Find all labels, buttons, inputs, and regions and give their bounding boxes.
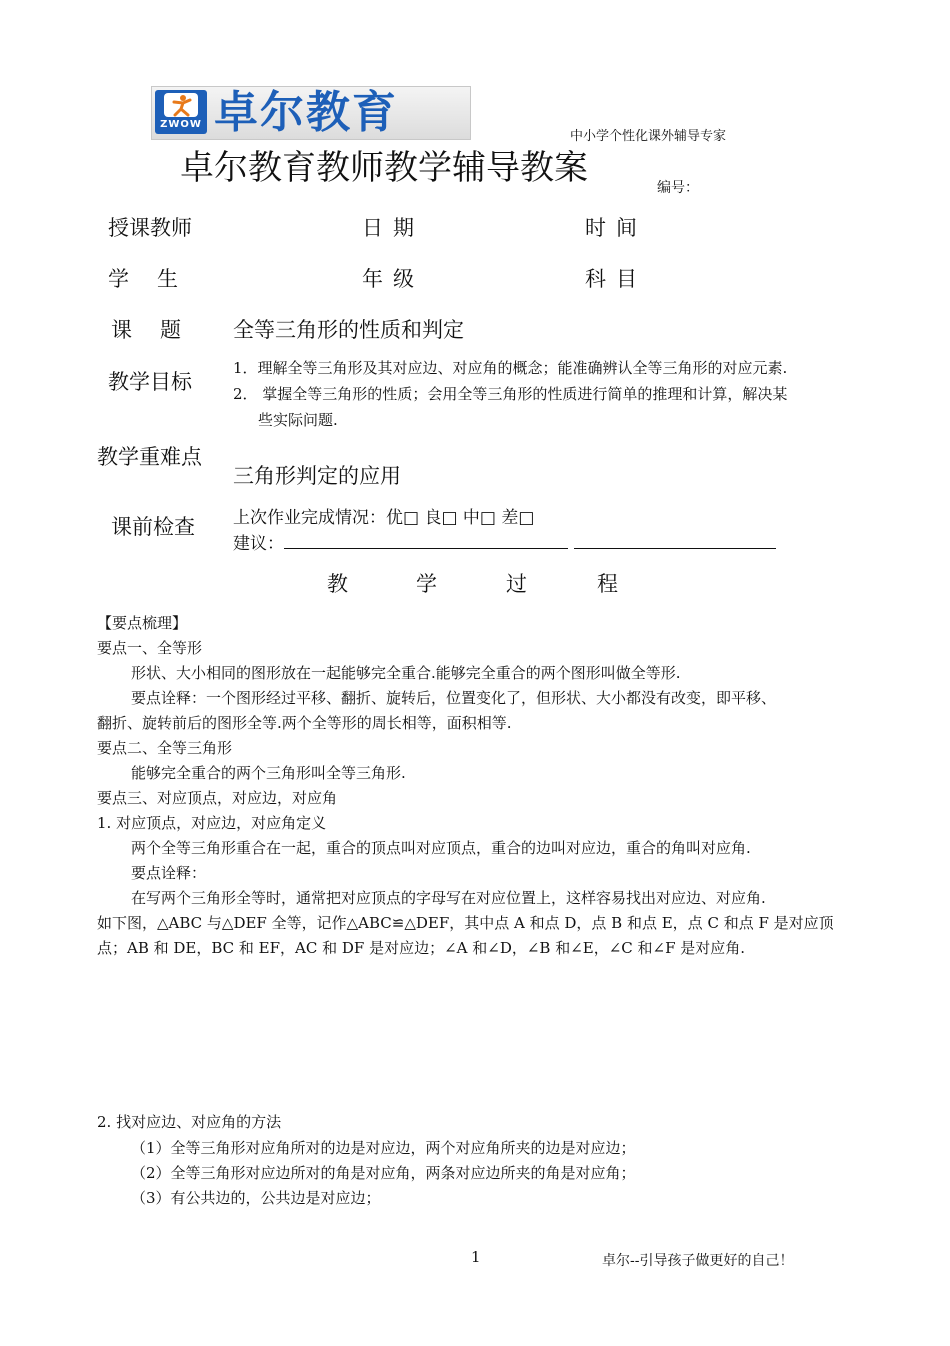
advice-row (233, 529, 776, 554)
logo-sub: ZWOW (160, 119, 202, 130)
advice-blank-1 (284, 534, 568, 549)
date-label: 日期 (362, 216, 424, 240)
footer-slogan: 卓尔--引导孩子做更好的自己！ (602, 1253, 794, 1269)
method-3: （3）有公共边的，公共边是对应边； (131, 1189, 381, 1207)
subject-label: 科目 (585, 267, 647, 291)
goal-item-2-cont: 些实际问题. (258, 411, 338, 429)
point-3-note-3: 点；AB 和 DE，BC 和 EF，AC 和 DF 是对应边；∠A 和∠D，∠B 和∠E，∠C 和∠F 是对应角. (97, 939, 746, 957)
point-3-heading: 要点三、对应顶点，对应边，对应角 (97, 789, 338, 807)
point-2-definition: 能够完全重合的两个三角形叫全等三角形. (131, 764, 406, 782)
goal-label: 教学目标 (108, 370, 192, 394)
topic-value: 全等三角形的性质和判定 (233, 318, 464, 342)
page-number: 1 (471, 1248, 481, 1266)
method-2: （2）全等三角形对应边所对的角是对应角，两条对应边所夹的角是对应角； (131, 1164, 636, 1182)
process-char-2: 学 (416, 572, 437, 596)
method-1: （1）全等三角形对应角所对的边是对应边，两个对应角所夹的边是对应边； (131, 1139, 636, 1157)
student-label: 学生 (108, 267, 206, 291)
point-2-heading: 要点二、全等三角形 (97, 739, 233, 757)
logo-badge (155, 90, 207, 134)
process-char-1: 教 (327, 572, 348, 596)
key-point-label: 教学重难点 (97, 445, 202, 469)
goal-item-1: 1．理解全等三角形及其对应边、对应角的概念；能准确辨认全等三角形的对应元素. (233, 359, 788, 377)
grade-label: 年级 (362, 267, 424, 291)
point-3-sub-1: 1. 对应顶点，对应边，对应角定义 (97, 814, 327, 832)
running-figure-icon (164, 93, 198, 117)
advice-blank-2 (574, 534, 776, 549)
point-1-note: 要点诠释：一个图形经过平移、翻折、旋转后，位置变化了，但形状、大小都没有改变，即平移、 (131, 689, 777, 707)
section-heading: 【要点梳理】 (97, 614, 188, 632)
key-point-value: 三角形判定的应用 (233, 464, 401, 488)
tagline: 中小学个性化课外辅导专家 (570, 129, 727, 144)
point-3-note-2: 如下图，△ABC 与△DEF 全等，记作△ABC≌△DEF，其中点 A 和点 D，点 B 和点 E，点 C 和点 F 是对应顶 (97, 914, 834, 932)
point-3-note-label: 要点诠释： (131, 864, 207, 882)
page-title: 卓尔教育教师教学辅导教案 (180, 148, 588, 188)
advice-label: 建议： (233, 534, 284, 554)
time-label: 时间 (585, 216, 647, 240)
point-3-definition: 两个全等三角形重合在一起，重合的顶点叫对应顶点，重合的边叫对应边，重合的角叫对应角. (131, 839, 751, 857)
point-1-heading: 要点一、全等形 (97, 639, 203, 657)
goal-item-2: 2． 掌握全等三角形的性质；会用全等三角形的性质进行简单的推理和计算，解决某 (233, 385, 788, 403)
point-1-definition: 形状、大小相同的图形放在一起能够完全重合.能够完全重合的两个图形叫做全等形. (131, 664, 681, 682)
logo-brand-text: 卓尔教育 (214, 87, 398, 138)
teacher-label: 授课教师 (108, 216, 192, 240)
process-char-4: 程 (597, 572, 618, 596)
logo (151, 86, 471, 140)
topic-label: 课题 (111, 318, 209, 342)
precheck-label: 课前检查 (111, 515, 195, 539)
homework-status: 上次作业完成情况：优□ 良□ 中□ 差□ (233, 508, 535, 528)
serial-label: 编号： (657, 180, 699, 196)
point-1-note-cont: 翻折、旋转前后的图形全等.两个全等形的周长相等，面积相等. (97, 714, 512, 732)
point-3-sub-2: 2. 找对应边、对应角的方法 (97, 1113, 282, 1131)
process-char-3: 过 (506, 572, 527, 596)
point-3-note-1: 在写两个三角形全等时，通常把对应顶点的字母写在对应位置上，这样容易找出对应边、对应角. (131, 889, 766, 907)
